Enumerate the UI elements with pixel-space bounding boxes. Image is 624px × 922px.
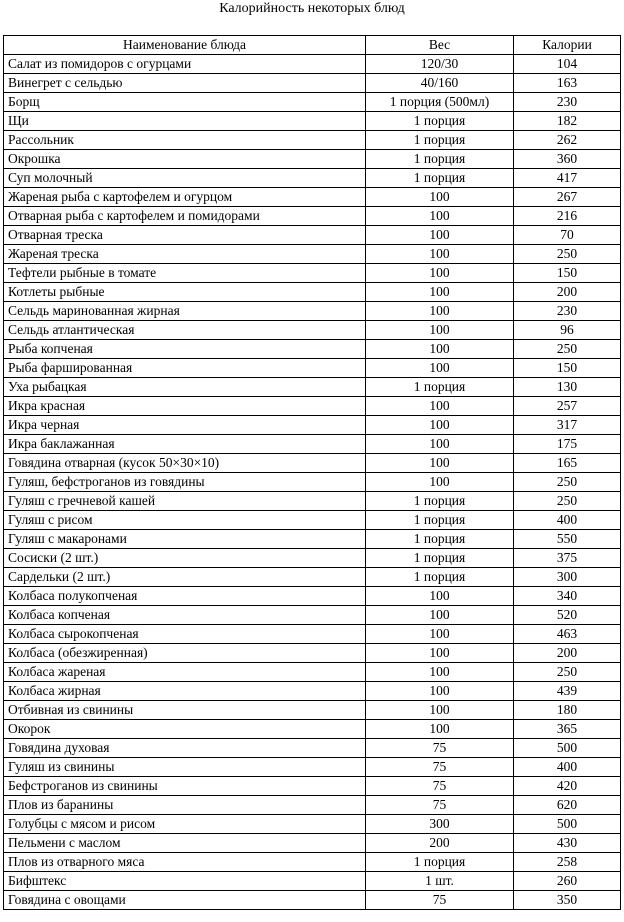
dish-name-cell: Колбаса жареная — [4, 663, 366, 682]
dish-weight-cell: 100 — [366, 587, 514, 606]
dish-calories-cell: 104 — [514, 55, 621, 74]
dish-weight-cell: 1 шт. — [366, 872, 514, 891]
dish-weight-cell: 1 порция — [366, 169, 514, 188]
dish-weight-cell: 200 — [366, 834, 514, 853]
table-row — [4, 150, 621, 169]
table-row — [4, 625, 621, 644]
table-row — [4, 378, 621, 397]
dish-name-cell: Плов из отварного мяса — [4, 853, 366, 872]
table-row — [4, 93, 621, 112]
table-row — [4, 454, 621, 473]
dish-name-cell: Колбаса сырокопченая — [4, 625, 366, 644]
dish-calories-cell: 550 — [514, 530, 621, 549]
table-header-row — [4, 36, 621, 55]
dish-weight-cell: 1 порция — [366, 853, 514, 872]
dish-calories-cell: 180 — [514, 701, 621, 720]
dish-calories-cell: 165 — [514, 454, 621, 473]
table-row — [4, 511, 621, 530]
dish-calories-cell: 250 — [514, 340, 621, 359]
dish-weight-cell: 100 — [366, 644, 514, 663]
dish-calories-cell: 500 — [514, 739, 621, 758]
table-row — [4, 112, 621, 131]
dish-name-cell: Жареная рыба с картофелем и огурцом — [4, 188, 366, 207]
page-title: Калорийность некоторых блюд — [219, 1, 405, 16]
dish-calories-cell: 230 — [514, 93, 621, 112]
dish-weight-cell: 40/160 — [366, 74, 514, 93]
dish-weight-cell: 100 — [366, 188, 514, 207]
dish-name-cell: Гуляш с рисом — [4, 511, 366, 530]
table-row — [4, 74, 621, 93]
dish-name-cell: Щи — [4, 112, 366, 131]
dish-calories-cell: 420 — [514, 777, 621, 796]
dish-name-cell: Говядина с овощами — [4, 891, 366, 910]
dish-calories-cell: 375 — [514, 549, 621, 568]
dish-name-cell: Колбаса жирная — [4, 682, 366, 701]
dish-calories-cell: 262 — [514, 131, 621, 150]
table-row — [4, 644, 621, 663]
table-row — [4, 169, 621, 188]
dish-weight-cell: 1 порция — [366, 511, 514, 530]
dish-calories-cell: 250 — [514, 663, 621, 682]
dish-calories-cell: 200 — [514, 644, 621, 663]
dish-name-cell: Отварная рыба с картофелем и помидорами — [4, 207, 366, 226]
dish-weight-cell: 1 порция — [366, 131, 514, 150]
dish-name-cell: Суп молочный — [4, 169, 366, 188]
table-row — [4, 435, 621, 454]
dish-weight-cell: 1 порция — [366, 112, 514, 131]
table-row — [4, 473, 621, 492]
dish-weight-cell: 100 — [366, 625, 514, 644]
table-row — [4, 397, 621, 416]
table-row — [4, 606, 621, 625]
column-header-calories: Калории — [514, 36, 621, 55]
table-row — [4, 530, 621, 549]
dish-name-cell: Сельдь маринованная жирная — [4, 302, 366, 321]
dish-name-cell: Рыба копченая — [4, 340, 366, 359]
dish-name-cell: Колбаса полукопченая — [4, 587, 366, 606]
dish-weight-cell: 1 порция — [366, 150, 514, 169]
dish-calories-cell: 620 — [514, 796, 621, 815]
dish-weight-cell: 75 — [366, 796, 514, 815]
dish-calories-cell: 163 — [514, 74, 621, 93]
dish-calories-cell: 230 — [514, 302, 621, 321]
table-row — [4, 188, 621, 207]
table-row — [4, 720, 621, 739]
dish-calories-cell: 300 — [514, 568, 621, 587]
dish-name-cell: Отварная треска — [4, 226, 366, 245]
table-row — [4, 587, 621, 606]
dish-calories-cell: 250 — [514, 492, 621, 511]
dish-weight-cell: 100 — [366, 302, 514, 321]
dish-calories-cell: 250 — [514, 473, 621, 492]
dish-weight-cell: 100 — [366, 340, 514, 359]
table-row — [4, 359, 621, 378]
dish-name-cell: Гуляш с макаронами — [4, 530, 366, 549]
dish-calories-cell: 417 — [514, 169, 621, 188]
dish-calories-cell: 500 — [514, 815, 621, 834]
dish-name-cell: Икра красная — [4, 397, 366, 416]
dish-calories-cell: 430 — [514, 834, 621, 853]
column-header-name: Наименование блюда — [4, 36, 366, 55]
dish-name-cell: Винегрет с сельдью — [4, 74, 366, 93]
dish-weight-cell: 100 — [366, 473, 514, 492]
table-row — [4, 55, 621, 74]
dish-weight-cell: 120/30 — [366, 55, 514, 74]
table-row — [4, 416, 621, 435]
dish-weight-cell: 100 — [366, 454, 514, 473]
dish-calories-cell: 216 — [514, 207, 621, 226]
dish-weight-cell: 75 — [366, 777, 514, 796]
dish-calories-cell: 96 — [514, 321, 621, 340]
dish-calories-cell: 70 — [514, 226, 621, 245]
dish-name-cell: Пельмени с маслом — [4, 834, 366, 853]
dish-name-cell: Сардельки (2 шт.) — [4, 568, 366, 587]
dish-weight-cell: 100 — [366, 321, 514, 340]
dish-name-cell: Жареная треска — [4, 245, 366, 264]
dish-name-cell: Плов из баранины — [4, 796, 366, 815]
dish-calories-cell: 350 — [514, 891, 621, 910]
dish-name-cell: Говядина отварная (кусок 50×30×10) — [4, 454, 366, 473]
dish-name-cell: Гуляш, бефстроганов из говядины — [4, 473, 366, 492]
table-row — [4, 302, 621, 321]
dish-calories-cell: 200 — [514, 283, 621, 302]
table-row — [4, 245, 621, 264]
dish-calories-cell: 267 — [514, 188, 621, 207]
dish-name-cell: Голубцы с мясом и рисом — [4, 815, 366, 834]
dish-name-cell: Икра баклажанная — [4, 435, 366, 454]
dish-calories-cell: 365 — [514, 720, 621, 739]
table-row — [4, 568, 621, 587]
table-row — [4, 663, 621, 682]
dish-calories-cell: 257 — [514, 397, 621, 416]
dish-name-cell: Сельдь атлантическая — [4, 321, 366, 340]
table-body — [4, 55, 621, 910]
dish-weight-cell: 100 — [366, 283, 514, 302]
table-row — [4, 834, 621, 853]
dish-calories-cell: 150 — [514, 264, 621, 283]
dish-calories-cell: 360 — [514, 150, 621, 169]
dish-weight-cell: 100 — [366, 397, 514, 416]
dish-weight-cell: 100 — [366, 264, 514, 283]
dish-name-cell: Отбивная из свинины — [4, 701, 366, 720]
dish-name-cell: Икра черная — [4, 416, 366, 435]
table-row — [4, 492, 621, 511]
table-row — [4, 682, 621, 701]
dish-calories-cell: 439 — [514, 682, 621, 701]
dish-name-cell: Гуляш из свинины — [4, 758, 366, 777]
dish-name-cell: Говядина духовая — [4, 739, 366, 758]
dish-name-cell: Гуляш с гречневой кашей — [4, 492, 366, 511]
dish-calories-cell: 182 — [514, 112, 621, 131]
dish-calories-cell: 317 — [514, 416, 621, 435]
dish-name-cell: Бефстроганов из свинины — [4, 777, 366, 796]
dish-name-cell: Колбаса (обезжиренная) — [4, 644, 366, 663]
dish-weight-cell: 100 — [366, 682, 514, 701]
dish-name-cell: Бифштекс — [4, 872, 366, 891]
dish-calories-cell: 340 — [514, 587, 621, 606]
table-row — [4, 264, 621, 283]
dish-name-cell: Уха рыбацкая — [4, 378, 366, 397]
dish-name-cell: Салат из помидоров с огурцами — [4, 55, 366, 74]
dish-calories-cell: 400 — [514, 758, 621, 777]
dish-weight-cell: 100 — [366, 359, 514, 378]
table-row — [4, 872, 621, 891]
dish-weight-cell: 100 — [366, 663, 514, 682]
table-row — [4, 321, 621, 340]
table-row — [4, 815, 621, 834]
dish-weight-cell: 1 порция — [366, 530, 514, 549]
dish-calories-cell: 175 — [514, 435, 621, 454]
dish-weight-cell: 1 порция — [366, 568, 514, 587]
table-row — [4, 796, 621, 815]
dish-calories-cell: 400 — [514, 511, 621, 530]
dish-name-cell: Тефтели рыбные в томате — [4, 264, 366, 283]
dish-weight-cell: 100 — [366, 701, 514, 720]
dish-weight-cell: 100 — [366, 606, 514, 625]
table-row — [4, 340, 621, 359]
table-row — [4, 853, 621, 872]
dish-weight-cell: 100 — [366, 245, 514, 264]
dish-weight-cell: 100 — [366, 720, 514, 739]
dish-weight-cell: 300 — [366, 815, 514, 834]
table-row — [4, 739, 621, 758]
table-row — [4, 758, 621, 777]
dish-weight-cell: 100 — [366, 435, 514, 454]
dish-calories-cell: 520 — [514, 606, 621, 625]
dish-name-cell: Колбаса копченая — [4, 606, 366, 625]
dish-weight-cell: 1 порция — [366, 549, 514, 568]
dish-weight-cell: 75 — [366, 891, 514, 910]
dish-calories-cell: 250 — [514, 245, 621, 264]
table-row — [4, 777, 621, 796]
column-header-weight: Вес — [366, 36, 514, 55]
table-row — [4, 131, 621, 150]
dish-weight-cell: 100 — [366, 416, 514, 435]
dish-calories-cell: 258 — [514, 853, 621, 872]
dish-name-cell: Борщ — [4, 93, 366, 112]
dish-calories-cell: 150 — [514, 359, 621, 378]
dish-weight-cell: 75 — [366, 758, 514, 777]
table-row — [4, 701, 621, 720]
table-row — [4, 207, 621, 226]
dish-calories-cell: 260 — [514, 872, 621, 891]
dish-name-cell: Рыба фаршированная — [4, 359, 366, 378]
table-row — [4, 891, 621, 910]
dish-weight-cell: 100 — [366, 226, 514, 245]
calorie-table — [3, 35, 621, 910]
dish-weight-cell: 1 порция — [366, 492, 514, 511]
dish-name-cell: Сосиски (2 шт.) — [4, 549, 366, 568]
dish-calories-cell: 463 — [514, 625, 621, 644]
dish-weight-cell: 1 порция (500мл) — [366, 93, 514, 112]
dish-weight-cell: 75 — [366, 739, 514, 758]
dish-name-cell: Окорок — [4, 720, 366, 739]
dish-calories-cell: 130 — [514, 378, 621, 397]
table-row — [4, 549, 621, 568]
dish-name-cell: Окрошка — [4, 150, 366, 169]
dish-name-cell: Котлеты рыбные — [4, 283, 366, 302]
dish-weight-cell: 1 порция — [366, 378, 514, 397]
table-row — [4, 283, 621, 302]
dish-name-cell: Рассольник — [4, 131, 366, 150]
dish-weight-cell: 100 — [366, 207, 514, 226]
table-row — [4, 226, 621, 245]
